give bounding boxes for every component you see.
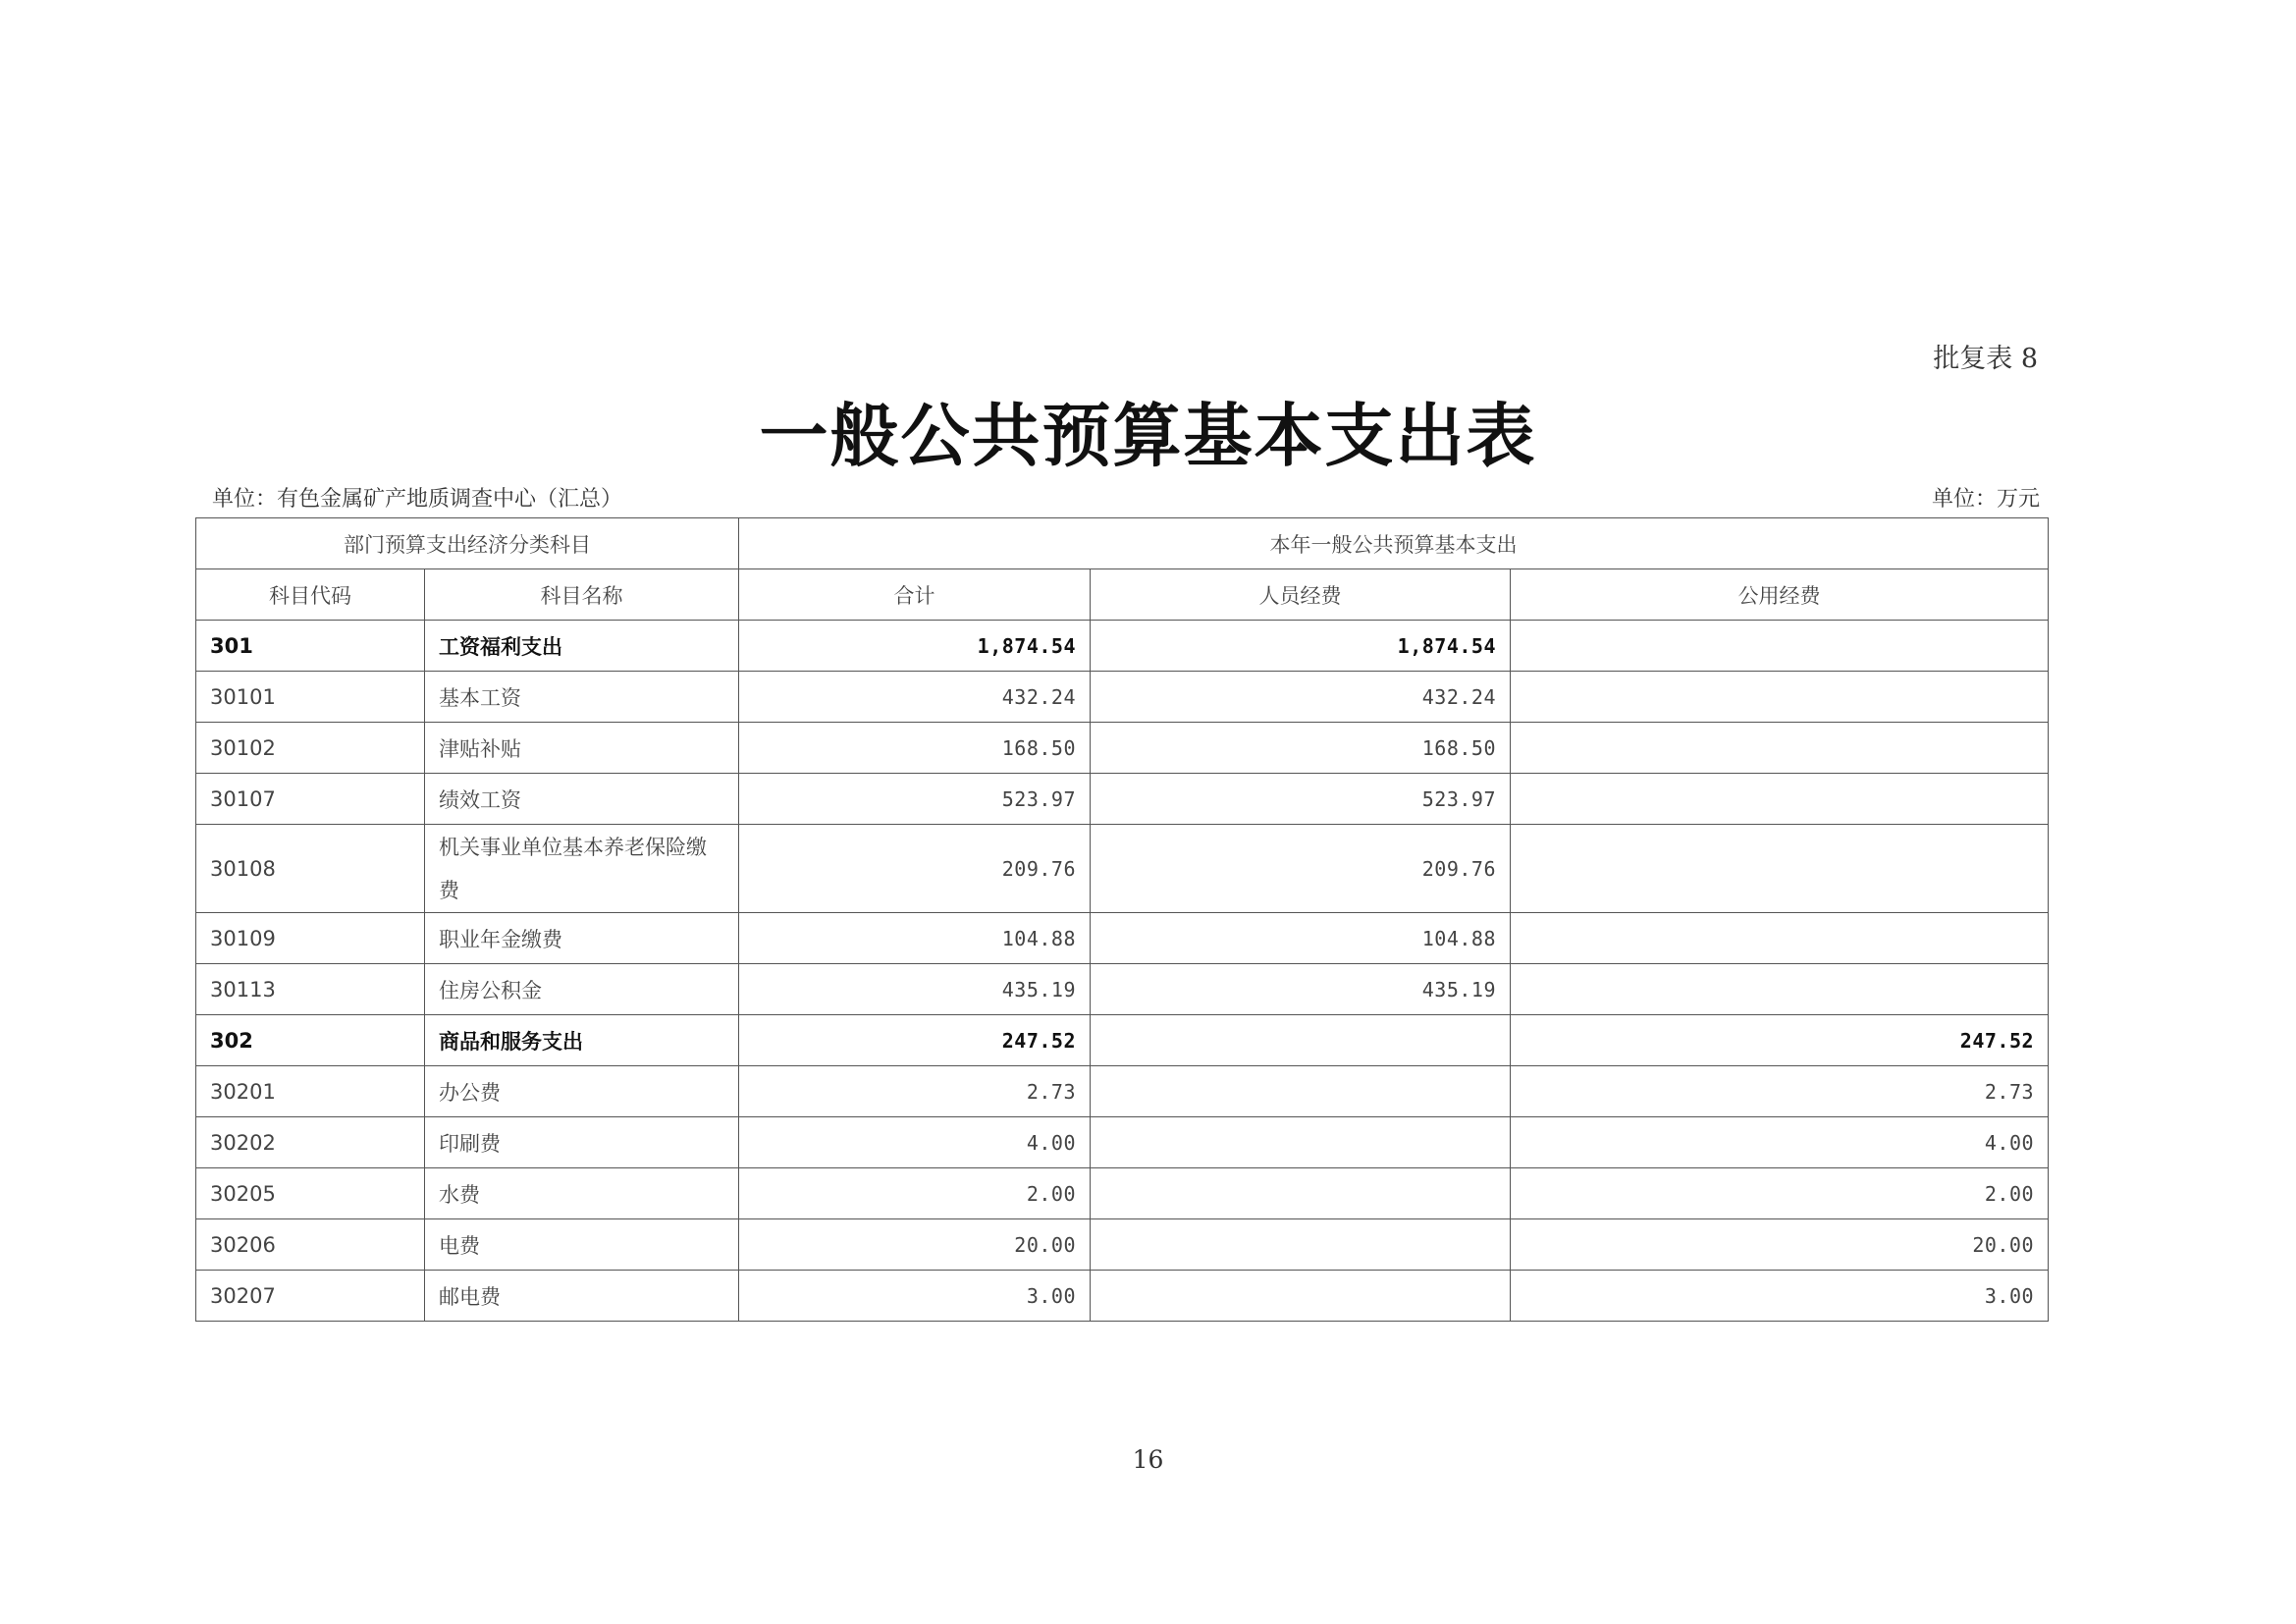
row-code: 30109 (196, 913, 425, 964)
table-row (196, 913, 2049, 964)
column-header-code: 科目代码 (196, 569, 425, 621)
form-label: 批复表 8 (1933, 344, 2038, 374)
column-header-name: 科目名称 (425, 569, 739, 621)
row-code: 30101 (196, 672, 425, 723)
table-row (196, 1015, 2049, 1066)
row-personnel: 432.24 (1091, 672, 1511, 723)
row-public: 247.52 (1511, 1015, 2049, 1066)
row-name: 商品和服务支出 (425, 1015, 739, 1066)
row-total: 168.50 (739, 723, 1091, 774)
group-header-row (196, 518, 2049, 569)
table-row (196, 1271, 2049, 1322)
budget-table (195, 517, 2049, 1322)
row-total: 435.19 (739, 964, 1091, 1015)
row-public (1511, 774, 2049, 825)
row-public: 3.00 (1511, 1271, 2049, 1322)
row-code: 302 (196, 1015, 425, 1066)
row-public (1511, 825, 2049, 913)
row-personnel (1091, 1117, 1511, 1168)
row-total: 432.24 (739, 672, 1091, 723)
column-header-row (196, 569, 2049, 621)
table-row (196, 672, 2049, 723)
row-name (425, 825, 739, 913)
unit-organization: 单位：有色金属矿产地质调查中心（汇总） (212, 487, 623, 512)
row-personnel (1091, 1066, 1511, 1117)
row-code: 30102 (196, 723, 425, 774)
row-total: 4.00 (739, 1117, 1091, 1168)
row-name: 基本工资 (425, 672, 739, 723)
row-name: 职业年金缴费 (425, 913, 739, 964)
table-row (196, 621, 2049, 672)
row-public (1511, 672, 2049, 723)
row-name: 住房公积金 (425, 964, 739, 1015)
row-personnel: 1,874.54 (1091, 621, 1511, 672)
row-personnel: 435.19 (1091, 964, 1511, 1015)
row-personnel: 168.50 (1091, 723, 1511, 774)
table-row (196, 1117, 2049, 1168)
row-code: 30113 (196, 964, 425, 1015)
row-code: 301 (196, 621, 425, 672)
row-personnel: 104.88 (1091, 913, 1511, 964)
row-name: 邮电费 (425, 1271, 739, 1322)
row-code: 30207 (196, 1271, 425, 1322)
column-header-public: 公用经费 (1511, 569, 2049, 621)
column-header-total: 合计 (739, 569, 1091, 621)
row-personnel: 523.97 (1091, 774, 1511, 825)
table-row (196, 1219, 2049, 1271)
row-code: 30205 (196, 1168, 425, 1219)
row-name: 水费 (425, 1168, 739, 1219)
row-code: 30108 (196, 825, 425, 913)
table-row (196, 964, 2049, 1015)
table-row (196, 1066, 2049, 1117)
row-public: 2.00 (1511, 1168, 2049, 1219)
table-row (196, 723, 2049, 774)
unit-currency: 单位：万元 (1931, 487, 2040, 512)
row-personnel (1091, 1015, 1511, 1066)
table-row (196, 825, 2049, 913)
row-code: 30206 (196, 1219, 425, 1271)
row-total: 2.00 (739, 1168, 1091, 1219)
row-personnel: 209.76 (1091, 825, 1511, 913)
row-name: 印刷费 (425, 1117, 739, 1168)
row-code: 30107 (196, 774, 425, 825)
row-total: 2.73 (739, 1066, 1091, 1117)
row-total: 1,874.54 (739, 621, 1091, 672)
row-name: 工资福利支出 (425, 621, 739, 672)
page-number: 16 (1132, 1445, 1164, 1474)
row-public (1511, 964, 2049, 1015)
row-public: 4.00 (1511, 1117, 2049, 1168)
row-total: 209.76 (739, 825, 1091, 913)
row-public (1511, 723, 2049, 774)
page-title: 一般公共预算基本支出表 (759, 395, 1537, 476)
table-row (196, 774, 2049, 825)
row-total: 247.52 (739, 1015, 1091, 1066)
group-header-classification: 部门预算支出经济分类科目 (196, 518, 739, 569)
row-name: 办公费 (425, 1066, 739, 1117)
group-header-expenditure: 本年一般公共预算基本支出 (739, 518, 2049, 569)
row-total: 104.88 (739, 913, 1091, 964)
row-code: 30202 (196, 1117, 425, 1168)
row-name-text: 机关事业单位基本养老保险缴费 (439, 835, 707, 902)
row-code: 30201 (196, 1066, 425, 1117)
row-public (1511, 621, 2049, 672)
row-personnel (1091, 1219, 1511, 1271)
row-personnel (1091, 1168, 1511, 1219)
row-public: 2.73 (1511, 1066, 2049, 1117)
column-header-personnel: 人员经费 (1091, 569, 1511, 621)
row-name: 电费 (425, 1219, 739, 1271)
row-total: 20.00 (739, 1219, 1091, 1271)
row-name: 津贴补贴 (425, 723, 739, 774)
row-public (1511, 913, 2049, 964)
row-total: 3.00 (739, 1271, 1091, 1322)
table-row (196, 1168, 2049, 1219)
row-total: 523.97 (739, 774, 1091, 825)
row-public: 20.00 (1511, 1219, 2049, 1271)
row-personnel (1091, 1271, 1511, 1322)
row-name: 绩效工资 (425, 774, 739, 825)
